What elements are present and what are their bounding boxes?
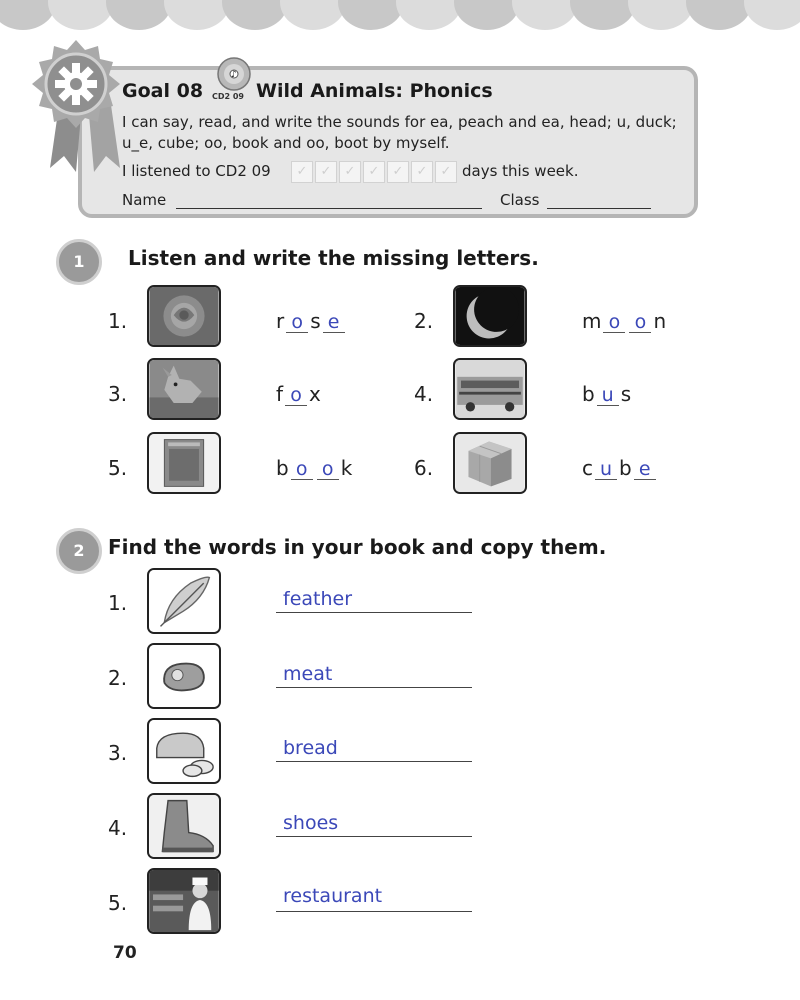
- award-ribbon-icon: [30, 38, 140, 178]
- item-number: 2.: [414, 309, 434, 333]
- copy-answer: bread: [283, 737, 338, 759]
- item-number: 5.: [108, 456, 128, 480]
- answer-blank[interactable]: e: [323, 312, 345, 333]
- answer-blank[interactable]: u: [597, 385, 619, 406]
- answer-blank[interactable]: u: [595, 459, 617, 480]
- name-field[interactable]: [176, 208, 482, 209]
- item-number: 5.: [108, 891, 128, 915]
- item-number: 6.: [414, 456, 434, 480]
- phonics-word-bus: b u s: [582, 382, 632, 406]
- section-2-badge: 2: [56, 528, 102, 574]
- moon-photo: [453, 285, 527, 347]
- section-1-title: Listen and write the missing letters.: [128, 246, 539, 270]
- goal-title: Goal 08: [122, 80, 204, 102]
- top-scalloped-border: [0, 0, 800, 34]
- day-checkbox[interactable]: ✓: [411, 161, 433, 183]
- day-checkbox[interactable]: ✓: [291, 161, 313, 183]
- answer-blank[interactable]: o: [629, 312, 651, 333]
- day-checkbox[interactable]: ✓: [387, 161, 409, 183]
- rose-photo: [147, 285, 221, 347]
- phonics-word-rose: r o s e: [276, 309, 347, 333]
- section-2-title: Find the words in your book and copy them.: [108, 535, 607, 559]
- copy-answer: meat: [283, 663, 333, 685]
- name-label: Name: [122, 191, 167, 209]
- book-photo: [147, 432, 221, 494]
- copy-line[interactable]: [276, 911, 472, 912]
- cd-track-code: CD2 09: [212, 92, 244, 101]
- copy-answer: feather: [283, 588, 353, 610]
- class-label: Class: [500, 191, 540, 209]
- class-field[interactable]: [547, 208, 651, 209]
- shoes-photo: [147, 793, 221, 859]
- restaurant-photo: [147, 868, 221, 934]
- item-number: 3.: [108, 382, 128, 406]
- answer-blank[interactable]: o: [317, 459, 339, 480]
- item-number: 2.: [108, 666, 128, 690]
- item-number: 1.: [108, 309, 128, 333]
- item-number: 4.: [108, 816, 128, 840]
- section-1-badge: 1: [56, 239, 102, 285]
- day-checkbox[interactable]: ✓: [363, 161, 385, 183]
- copy-line[interactable]: [276, 612, 472, 613]
- answer-blank[interactable]: e: [634, 459, 656, 480]
- listen-prefix: I listened to CD2 09: [122, 162, 271, 180]
- answer-blank[interactable]: o: [291, 459, 313, 480]
- copy-line[interactable]: [276, 836, 472, 837]
- days-suffix: days this week.: [462, 162, 579, 180]
- listening-checkboxes: [291, 161, 457, 183]
- answer-blank[interactable]: o: [603, 312, 625, 333]
- item-number: 1.: [108, 591, 128, 615]
- item-number: 3.: [108, 741, 128, 765]
- fox-photo: [147, 358, 221, 420]
- page-number: 70: [113, 943, 137, 963]
- answer-blank[interactable]: o: [286, 312, 308, 333]
- bus-photo: [453, 358, 527, 420]
- day-checkbox[interactable]: ✓: [339, 161, 361, 183]
- cd-icon: [216, 56, 252, 92]
- day-checkbox[interactable]: ✓: [435, 161, 457, 183]
- goal-subtitle: Wild Animals: Phonics: [256, 80, 493, 102]
- phonics-word-moon: m o o n: [582, 309, 667, 333]
- item-number: 4.: [414, 382, 434, 406]
- answer-blank[interactable]: o: [285, 385, 307, 406]
- goal-description: I can say, read, and write the sounds for ea, peach and ea, head; u, duck; u_e, cube; oo, book and oo, boot by myself.: [122, 113, 677, 152]
- phonics-word-fox: f o x: [276, 382, 321, 406]
- meat-photo: [147, 643, 221, 709]
- feather-photo: [147, 568, 221, 634]
- copy-answer: restaurant: [283, 885, 383, 907]
- cube-photo: [453, 432, 527, 494]
- phonics-word-cube: c u b e: [582, 456, 658, 480]
- phonics-word-book: b o o k: [276, 456, 353, 480]
- copy-line[interactable]: [276, 761, 472, 762]
- svg-text:♪: ♪: [231, 70, 237, 80]
- copy-line[interactable]: [276, 687, 472, 688]
- copy-answer: shoes: [283, 812, 339, 834]
- bread-photo: [147, 718, 221, 784]
- day-checkbox[interactable]: ✓: [315, 161, 337, 183]
